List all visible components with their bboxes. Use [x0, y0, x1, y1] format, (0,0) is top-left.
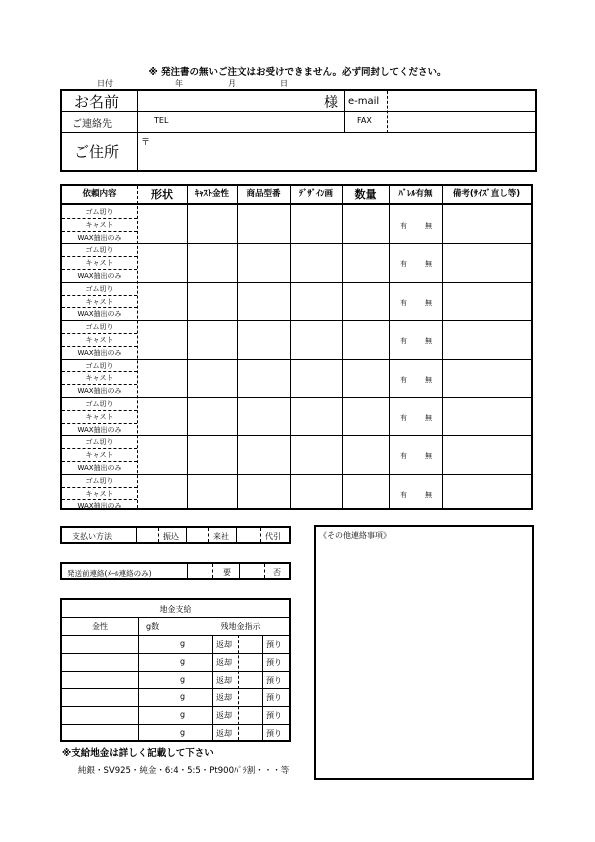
payment-option-visit[interactable]: 来社 — [213, 532, 229, 541]
header-col-4: ﾃﾞｻﾞｲﾝ画 — [298, 189, 333, 199]
memo-box[interactable] — [314, 525, 534, 780]
pre-ship-box — [60, 562, 291, 580]
barrel-no[interactable]: 無 — [425, 375, 432, 384]
sama-label: 様 — [324, 95, 338, 111]
request-option[interactable]: キャスト — [85, 336, 114, 344]
fax-label: FAX — [357, 116, 372, 125]
metal-supply-table — [60, 598, 291, 742]
date-label: 日付 — [97, 79, 113, 88]
barrel-yes[interactable]: 有 — [400, 490, 407, 499]
request-option[interactable]: WAX抽出のみ — [77, 425, 122, 434]
request-option[interactable]: キャスト — [85, 412, 114, 421]
request-option[interactable]: キャスト — [85, 220, 114, 229]
barrel-yes[interactable]: 有 — [400, 414, 407, 422]
barrel-yes[interactable]: 有 — [400, 222, 407, 230]
col-zan: 残地金指示 — [220, 622, 261, 631]
fax-field[interactable] — [392, 113, 532, 129]
barrel-no[interactable]: 無 — [425, 452, 432, 461]
return-option[interactable]: 返却 — [216, 729, 232, 738]
header-col-0: 依頼内容 — [82, 189, 117, 199]
barrel-yes[interactable]: 有 — [400, 260, 407, 269]
keep-option[interactable]: 預り — [266, 711, 282, 721]
barrel-yes[interactable]: 有 — [400, 337, 407, 346]
keep-option[interactable]: 預り — [266, 657, 282, 667]
barrel-yes[interactable]: 有 — [400, 452, 407, 461]
request-option[interactable]: WAX抽出のみ — [77, 387, 122, 396]
name-label: お名前 — [74, 93, 120, 111]
day-label: 日 — [280, 79, 288, 88]
tel-label: TEL — [154, 116, 169, 125]
return-option[interactable]: 返却 — [216, 657, 232, 667]
request-option[interactable]: WAX抽出のみ — [77, 233, 122, 242]
request-option[interactable]: WAX抽出のみ — [77, 502, 122, 511]
request-option[interactable]: WAX抽出のみ — [77, 348, 122, 357]
email-field[interactable] — [392, 93, 532, 109]
keep-option[interactable]: 預り — [266, 640, 282, 649]
header-col-7: 備考(ｻｲｽﾞ直し等) — [452, 189, 521, 199]
header-col-5: 数量 — [354, 188, 377, 201]
address-label: ご住所 — [74, 143, 120, 161]
request-option[interactable]: キャスト — [85, 489, 114, 498]
request-option[interactable]: WAX抽出のみ — [77, 464, 122, 472]
barrel-no[interactable]: 無 — [425, 222, 432, 230]
postal-mark: 〒 — [141, 138, 151, 148]
notice-text: ※ 発注書の無いご注文はお受けできません。必ず同封してください。 — [148, 67, 447, 78]
name-field[interactable] — [140, 93, 320, 109]
request-option[interactable]: ゴム切り — [85, 400, 114, 408]
request-option[interactable]: ゴム切り — [85, 476, 114, 485]
gram-unit: g — [180, 639, 186, 648]
pre-ship-option-no[interactable]: 否 — [273, 568, 281, 577]
request-option[interactable]: ゴム切り — [85, 246, 114, 255]
pre-ship-label: 発送前連絡(ﾒｰﾙ連絡のみ) — [67, 569, 152, 578]
pre-ship-option-yes[interactable]: 要 — [223, 568, 231, 577]
barrel-no[interactable]: 無 — [425, 337, 432, 346]
col-gsu: g数 — [146, 622, 160, 631]
header-col-6: ﾊﾞﾚﾙ有無 — [398, 189, 433, 199]
barrel-no[interactable]: 無 — [425, 490, 432, 499]
tel-field[interactable] — [170, 113, 340, 129]
order-table — [60, 184, 533, 510]
request-option[interactable]: キャスト — [85, 297, 114, 306]
request-option[interactable]: キャスト — [85, 374, 114, 383]
year-label: 年 — [175, 79, 183, 88]
barrel-no[interactable]: 無 — [425, 260, 432, 269]
request-option[interactable]: ゴム切り — [85, 208, 114, 216]
gram-unit: g — [180, 656, 186, 666]
gram-unit: g — [180, 692, 186, 702]
barrel-no[interactable]: 無 — [425, 414, 432, 422]
header-col-3: 商品型番 — [246, 189, 281, 199]
return-option[interactable]: 返却 — [216, 711, 232, 721]
request-option[interactable]: キャスト — [85, 259, 114, 268]
keep-option[interactable]: 預り — [266, 675, 282, 685]
return-option[interactable]: 返却 — [216, 693, 232, 703]
barrel-yes[interactable]: 有 — [400, 298, 407, 307]
return-option[interactable]: 返却 — [216, 640, 232, 649]
request-option[interactable]: WAX抽出のみ — [77, 272, 122, 280]
return-option[interactable]: 返却 — [216, 675, 232, 685]
footnote-2: 純銀・SV925・純金・6:4・5:5・Pt900ﾊﾟﾗ割・・・等 — [78, 766, 290, 776]
gram-unit: g — [180, 710, 186, 720]
month-label: 月 — [228, 79, 236, 88]
header-col-2: ｷｬｽﾄ金性 — [194, 189, 229, 199]
metal-table-title: 地金支給 — [159, 605, 192, 614]
payment-method-box — [60, 526, 291, 544]
keep-option[interactable]: 預り — [266, 729, 282, 738]
request-option[interactable]: WAX抽出のみ — [77, 310, 122, 319]
gram-unit: g — [180, 728, 186, 737]
memo-label: 《その他連絡事項》 — [319, 531, 391, 540]
payment-option-cod[interactable]: 代引 — [265, 532, 281, 541]
payment-option-transfer[interactable]: 振込 — [163, 532, 179, 541]
barrel-no[interactable]: 無 — [425, 298, 432, 307]
request-option[interactable]: ゴム切り — [85, 323, 114, 332]
col-kinsho: 金性 — [92, 622, 108, 631]
address-field[interactable] — [154, 135, 529, 167]
payment-label: 支払い方法 — [72, 532, 112, 541]
customer-block — [60, 89, 537, 172]
barrel-yes[interactable]: 有 — [400, 375, 407, 384]
footnote-1: ※支給地金は詳しく記載して下さい — [62, 748, 214, 759]
email-label: e-mail — [348, 96, 380, 107]
request-option[interactable]: キャスト — [85, 451, 114, 460]
request-option[interactable]: ゴム切り — [85, 438, 114, 447]
header-col-1: 形状 — [151, 188, 173, 201]
contact-label: ご連絡先 — [72, 119, 112, 130]
request-option[interactable]: ゴム切り — [85, 284, 114, 293]
request-option[interactable]: ゴム切り — [85, 361, 114, 370]
gram-unit: g — [180, 674, 186, 684]
keep-option[interactable]: 預り — [266, 693, 282, 703]
